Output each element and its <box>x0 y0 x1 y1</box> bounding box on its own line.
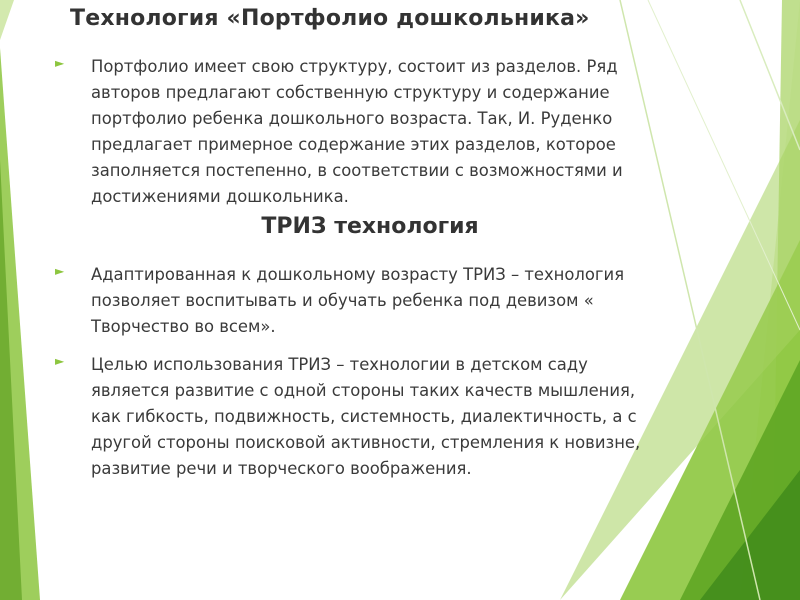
text-line: Портфолио имеет свою структуру, состоит из разделов. Ряд <box>91 57 618 76</box>
text-line: портфолио ребенка дошкольного возраста. Так, И. Руденко <box>91 109 613 128</box>
text-line: предлагает примерное содержание этих разделов, которое <box>91 135 616 154</box>
triangle-bullet-icon: ► <box>55 264 65 278</box>
text-line: авторов предлагают собственную структуру и содержание <box>91 83 610 102</box>
bullet-text <box>91 54 623 210</box>
text-line: Адаптированная к дошкольному возрасту ТРИЗ – технология <box>91 265 625 284</box>
text-line: другой стороны поисковой активности, стремления к новизне, <box>91 433 641 452</box>
text-line: является развитие с одной стороны таких качеств мышления, <box>91 381 636 400</box>
text-line: Целью использования ТРИЗ – технологии в детском саду <box>91 355 588 374</box>
bullet-text <box>91 262 624 340</box>
section-heading: ТРИЗ технология <box>261 214 479 239</box>
text-line: как гибкость, подвижность, системность, диалектичность, а с <box>91 407 637 426</box>
text-line: достижениями дошкольника. <box>91 187 349 206</box>
slide-title: Технология «Портфолио дошкольника» <box>70 6 590 31</box>
text-line: развитие речи и творческого воображения. <box>91 459 472 478</box>
bullet-item-portfolio <box>55 54 745 210</box>
bullet-item-triz-adapted <box>55 262 745 340</box>
left-facet-shape <box>0 0 14 40</box>
triangle-bullet-icon: ► <box>55 56 65 70</box>
bullet-text <box>91 352 640 482</box>
text-line: Творчество во всем». <box>91 317 276 336</box>
triangle-bullet-icon: ► <box>55 354 65 368</box>
bullet-item-triz-goal <box>55 352 745 482</box>
text-line: позволяет воспитывать и обучать ребенка под девизом « <box>91 291 594 310</box>
text-line: заполняется постепенно, в соответствии с возможностями и <box>91 161 623 180</box>
